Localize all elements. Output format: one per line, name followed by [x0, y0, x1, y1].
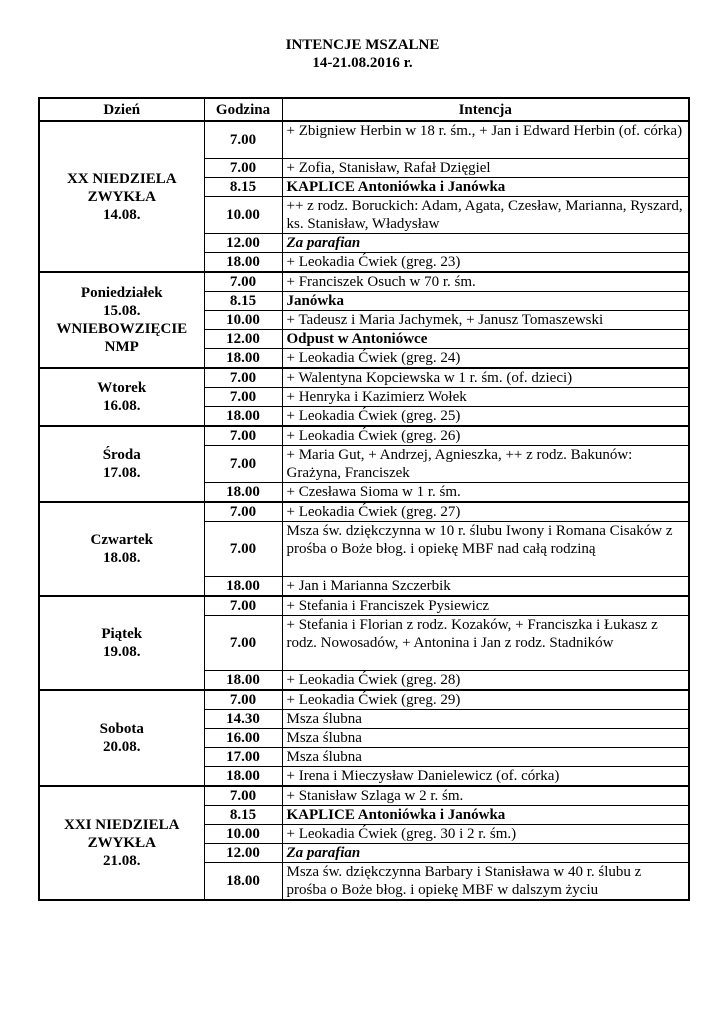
day-label-line: 19.08. [103, 644, 141, 660]
mass-hour: 8.15 [204, 292, 282, 311]
mass-hour: 17.00 [204, 748, 282, 767]
table-row [39, 272, 689, 292]
mass-hour: 10.00 [204, 197, 282, 234]
day-label-line: ZWYKŁA [87, 835, 156, 851]
mass-intention: + Zbigniew Herbin w 18 r. śm., + Jan i Edward Herbin (of. córka) [282, 121, 689, 159]
mass-intention: Msza ślubna [282, 729, 689, 748]
mass-hour: 12.00 [204, 234, 282, 253]
day-label-line: Piątek [101, 626, 143, 642]
day-label-line: Poniedziałek [80, 285, 163, 301]
day-label-line: 15.08. [103, 303, 141, 319]
day-label-line: ZWYKŁA [87, 188, 156, 205]
mass-intention: Msza ślubna [282, 710, 689, 729]
mass-hour: 7.00 [204, 690, 282, 710]
mass-hour: 7.00 [204, 596, 282, 616]
mass-hour: 18.00 [204, 863, 282, 901]
day-label-line: XX NIEDZIELA [66, 170, 177, 187]
mass-hour: 7.00 [204, 159, 282, 178]
mass-hour: 18.00 [204, 767, 282, 787]
mass-hour: 10.00 [204, 311, 282, 330]
day-label [39, 272, 204, 368]
mass-hour: 12.00 [204, 330, 282, 349]
mass-intention: Msza św. dziękczynna Barbary i Stanisława w 40 r. ślubu z prośba o Boże błog. i opiekę MBF w dalszym życiu [282, 863, 689, 901]
mass-intention: + Czesława Sioma w 1 r. śm. [282, 483, 689, 503]
day-label [39, 426, 204, 502]
day-label-line: 18.08. [103, 550, 141, 566]
mass-intention: + Maria Gut, + Andrzej, Agnieszka, ++ z rodz. Bakunów: Grażyna, Franciszek [282, 446, 689, 483]
column-header-day: Dzień [39, 98, 204, 121]
day-group [39, 596, 689, 690]
day-label-line: Czwartek [90, 532, 153, 548]
day-group [39, 121, 689, 272]
mass-hour: 7.00 [204, 446, 282, 483]
day-label-line: Wtorek [97, 380, 147, 396]
day-label-line: 14.08. [103, 206, 141, 223]
day-group [39, 368, 689, 426]
day-label-line: XXI NIEDZIELA [64, 817, 180, 833]
table-row [39, 786, 689, 806]
mass-intention: + Henryka i Kazimierz Wołek [282, 388, 689, 407]
mass-hour: 7.00 [204, 121, 282, 159]
mass-intention: + Franciszek Osuch w 70 r. śm. [282, 272, 689, 292]
mass-hour: 7.00 [204, 388, 282, 407]
mass-hour: 12.00 [204, 844, 282, 863]
mass-hour: 8.15 [204, 806, 282, 825]
mass-intention: + Leokadia Ćwiek (greg. 24) [282, 349, 689, 369]
day-label [39, 786, 204, 900]
mass-hour: 14.30 [204, 710, 282, 729]
column-header-hour: Godzina [204, 98, 282, 121]
mass-hour: 7.00 [204, 368, 282, 388]
day-group [39, 786, 689, 900]
mass-intention: KAPLICE Antoniówka i Janówka [282, 806, 689, 825]
mass-intention: + Walentyna Kopciewska w 1 r. śm. (of. dzieci) [282, 368, 689, 388]
mass-intention: + Leokadia Ćwiek (greg. 30 i 2 r. śm.) [282, 825, 689, 844]
day-label-line: 17.08. [103, 465, 141, 481]
day-label-line: 20.08. [103, 739, 141, 755]
day-group [39, 502, 689, 596]
date-range: 14-21.08.2016 r. [312, 55, 413, 71]
day-label [39, 502, 204, 596]
mass-hour: 7.00 [204, 426, 282, 446]
mass-hour: 7.00 [204, 616, 282, 671]
day-label [39, 690, 204, 786]
mass-hour: 18.00 [204, 577, 282, 597]
mass-intention: + Leokadia Ćwiek (greg. 28) [282, 671, 689, 691]
table-row [39, 368, 689, 388]
day-group [39, 426, 689, 502]
mass-hour: 7.00 [204, 272, 282, 292]
day-label-line: WNIEBOWZIĘCIE [56, 321, 188, 337]
day-label [39, 121, 204, 272]
day-group [39, 272, 689, 368]
day-label [39, 596, 204, 690]
day-group [39, 690, 689, 786]
mass-intention: Msza św. dziękczynna w 10 r. ślubu Iwony i Romana Cisaków z prośba o Boże błog. i opiekę MBF nad całą rodziną [282, 522, 689, 577]
mass-intention: Odpust w Antoniówce [282, 330, 689, 349]
mass-intention: + Tadeusz i Maria Jachymek, + Janusz Tomaszewski [282, 311, 689, 330]
page-title: INTENCJE MSZALNE [285, 37, 440, 53]
mass-hour: 18.00 [204, 671, 282, 691]
mass-intention: + Leokadia Ćwiek (greg. 29) [282, 690, 689, 710]
mass-intention: + Stefania i Florian z rodz. Kozaków, + Franciszka i Łukasz z rodz. Nowosadów, + Antonina i Jan z rodz. Stadników [282, 616, 689, 671]
intentions-table [38, 97, 690, 901]
mass-hour: 18.00 [204, 483, 282, 503]
mass-hour: 7.00 [204, 786, 282, 806]
column-header-intention: Intencja [282, 98, 689, 121]
mass-intention: + Jan i Marianna Szczerbik [282, 577, 689, 597]
mass-intention: + Leokadia Ćwiek (greg. 26) [282, 426, 689, 446]
day-label-line: Środa [102, 447, 141, 463]
mass-hour: 8.15 [204, 178, 282, 197]
mass-intention: Za parafian [282, 844, 689, 863]
mass-intention: ++ z rodz. Boruckich: Adam, Agata, Czesław, Marianna, Ryszard, ks. Stanisław, Władysław [282, 197, 689, 234]
day-label-line: 16.08. [103, 398, 141, 414]
mass-hour: 18.00 [204, 407, 282, 427]
table-row [39, 121, 689, 159]
mass-intention: Janówka [282, 292, 689, 311]
mass-hour: 10.00 [204, 825, 282, 844]
table-row [39, 690, 689, 710]
mass-hour: 18.00 [204, 349, 282, 369]
table-row [39, 426, 689, 446]
mass-intention: + Zofia, Stanisław, Rafał Dzięgiel [282, 159, 689, 178]
table-row [39, 596, 689, 616]
table-header-row [39, 98, 689, 121]
day-label-line: Sobota [99, 721, 144, 737]
mass-intention: + Leokadia Ćwiek (greg. 23) [282, 253, 689, 273]
table-row [39, 502, 689, 522]
mass-hour: 16.00 [204, 729, 282, 748]
mass-intention: + Stanisław Szlaga w 2 r. śm. [282, 786, 689, 806]
day-label-line: NMP [104, 339, 139, 355]
mass-intention: KAPLICE Antoniówka i Janówka [282, 178, 689, 197]
mass-intention: Msza ślubna [282, 748, 689, 767]
day-label-line: 21.08. [103, 853, 141, 869]
mass-intention: Za parafian [282, 234, 689, 253]
mass-hour: 7.00 [204, 502, 282, 522]
mass-intention: + Leokadia Ćwiek (greg. 25) [282, 407, 689, 427]
day-label [39, 368, 204, 426]
mass-hour: 7.00 [204, 522, 282, 577]
mass-intention: + Stefania i Franciszek Pysiewicz [282, 596, 689, 616]
mass-intention: + Leokadia Ćwiek (greg. 27) [282, 502, 689, 522]
mass-hour: 18.00 [204, 253, 282, 273]
mass-intention: + Irena i Mieczysław Danielewicz (of. córka) [282, 767, 689, 787]
